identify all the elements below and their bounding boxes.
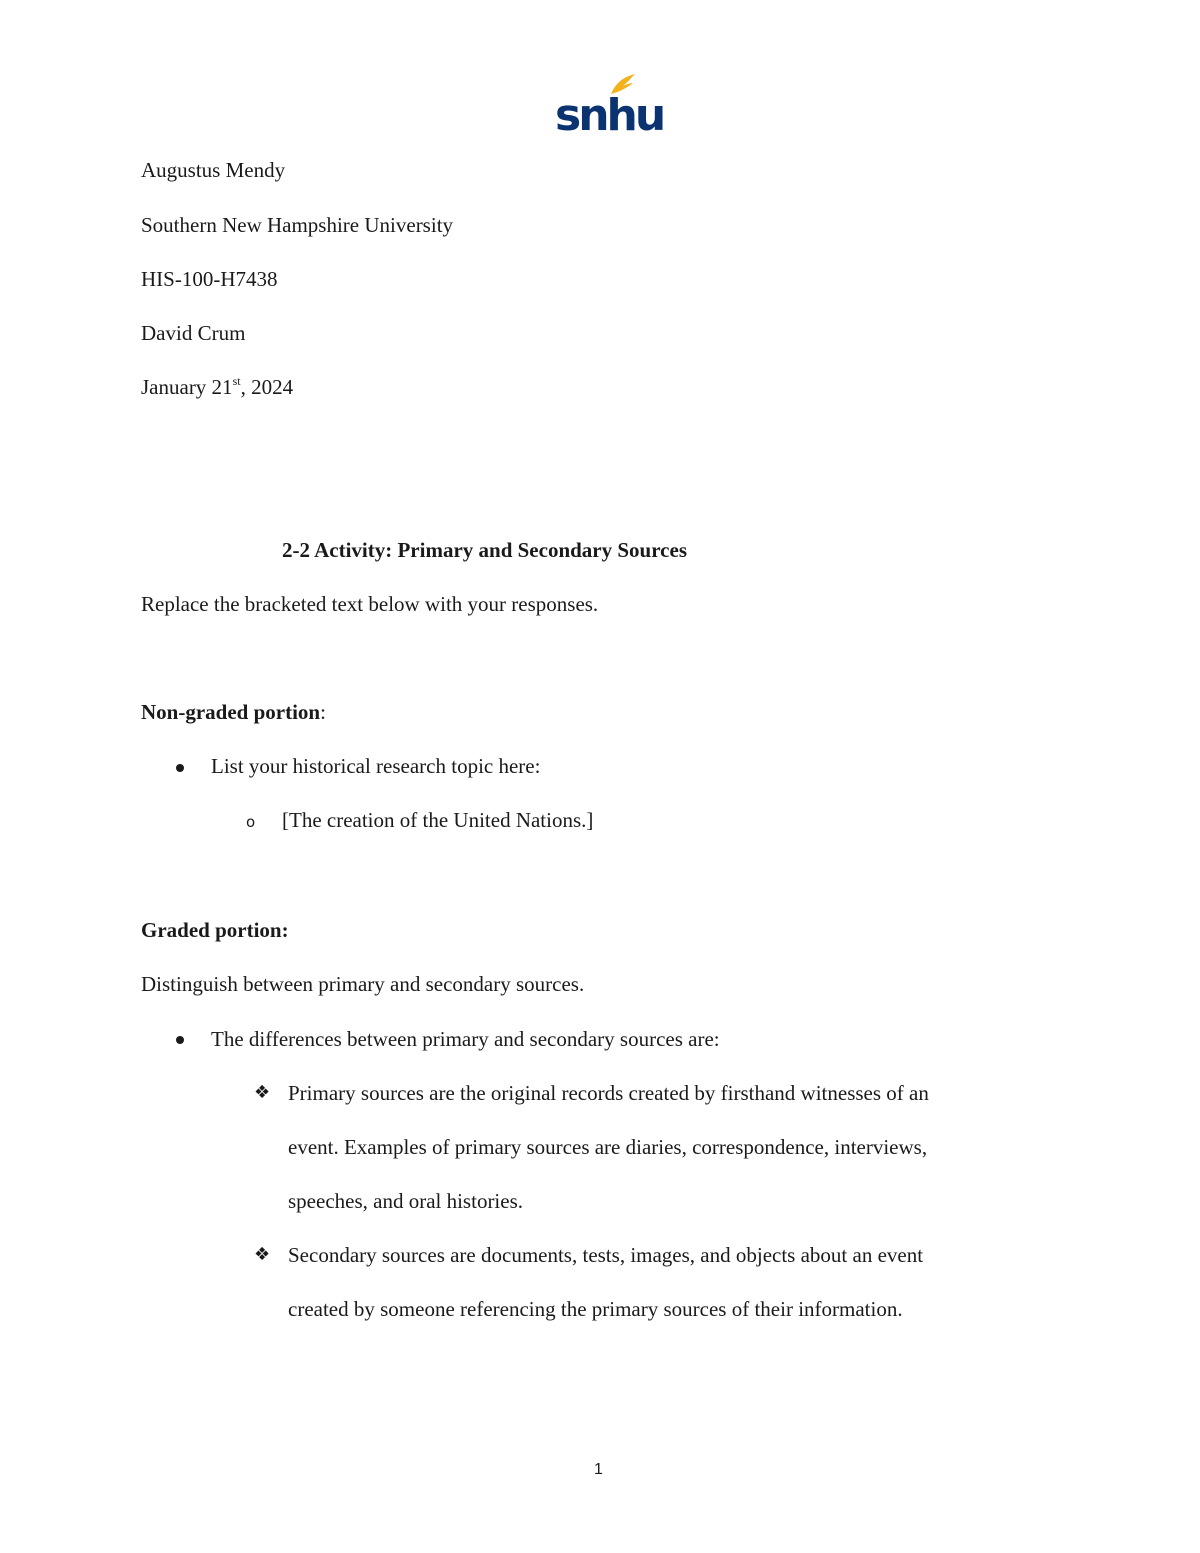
secondary-sources-line-2: created by someone referencing the primary sources of their information. — [288, 1297, 903, 1321]
graded-heading: Graded portion: — [141, 918, 289, 942]
instructor-name: David Crum — [141, 321, 246, 345]
circle-bullet-icon: o — [246, 813, 256, 831]
diamond-bullet-icon: ❖ — [254, 1082, 271, 1103]
secondary-sources-line-1: Secondary sources are documents, tests, images, and objects about an event — [288, 1243, 924, 1267]
university-name: Southern New Hampshire University — [141, 213, 454, 237]
bullet-dot-icon — [176, 764, 184, 772]
page-number: 1 — [594, 1461, 603, 1478]
diamond-bullet-icon: ❖ — [254, 1244, 271, 1265]
non-graded-bullet: List your historical research topic here: — [211, 754, 541, 778]
course-code: HIS-100-H7438 — [141, 267, 278, 291]
research-topic: [The creation of the United Nations.] — [282, 808, 594, 832]
bullet-dot-icon — [176, 1036, 184, 1044]
primary-sources-line-1: Primary sources are the original records created by firsthand witnesses of an — [288, 1081, 929, 1105]
non-graded-heading-colon: : — [320, 700, 326, 724]
instructions-text: Replace the bracketed text below with your responses. — [141, 592, 599, 616]
svg-text:snhu: snhu — [555, 90, 664, 141]
author-name: Augustus Mendy — [141, 158, 286, 182]
primary-sources-line-2: event. Examples of primary sources are diaries, correspondence, interviews, — [288, 1135, 928, 1159]
primary-sources-line-3: speeches, and oral histories. — [288, 1189, 524, 1213]
graded-bullet: The differences between primary and secondary sources are: — [211, 1027, 720, 1051]
date — [141, 375, 293, 400]
document-title: 2-2 Activity: Primary and Secondary Sources — [282, 538, 687, 562]
non-graded-heading-label: Non-graded portion — [141, 700, 321, 724]
date-superscript: st — [232, 374, 241, 388]
date-suffix: , 2024 — [240, 375, 294, 399]
snhu-logo — [553, 72, 664, 141]
graded-intro: Distinguish between primary and secondary sources. — [141, 972, 585, 996]
date-prefix: January 21 — [141, 375, 233, 399]
non-graded-heading — [141, 700, 326, 725]
